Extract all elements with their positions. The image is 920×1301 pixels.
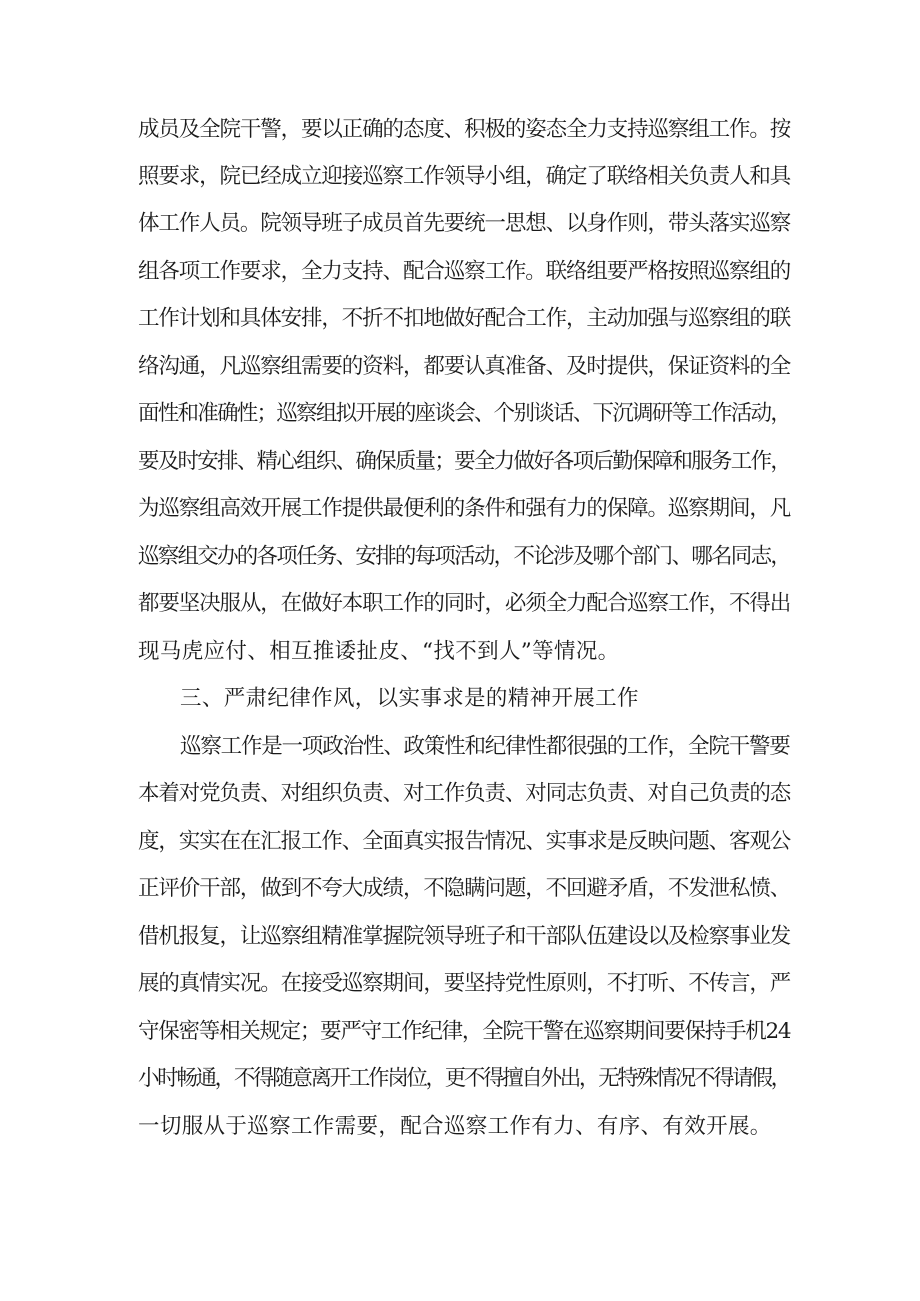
body-text-line: 本着对党负责、对组织负责、对工作负责、对同志负责、对自己负责的态 [138, 781, 791, 806]
body-text-line: 要及时安排、精心组织、确保质量；要全力做好各项后勤保障和服务工作， [138, 449, 791, 474]
body-text-line: 工作计划和具体安排，不折不扣地做好配合工作，主动加强与巡察组的联 [138, 306, 791, 331]
body-text-line: 度，实实在在汇报工作、全面真实报告情况、实事求是反映问题、客观公 [138, 829, 791, 854]
body-text-line: 借机报复，让巡察组精准掌握院领导班子和干部队伍建设以及检察事业发 [138, 924, 791, 949]
body-text-line: 面性和准确性；巡察组拟开展的座谈会、个别谈话、下沉调研等工作活动， [138, 401, 791, 426]
body-text-line: 小时畅通，不得随意离开工作岗位，更不得擅自外出，无特殊情况不得请假， [138, 1066, 790, 1091]
body-text-line: 现马虎应付、相互推诿扯皮、“找不到人”等情况。 [138, 639, 620, 664]
body-text-line: 一切服从于巡察工作需要，配合巡察工作有力、有序、有效开展。 [138, 1114, 772, 1139]
body-text-line: 为巡察组高效开展工作提供最便利的条件和强有力的保障。巡察期间，凡 [138, 496, 791, 521]
body-text-line: 巡察工作是一项政治性、政策性和纪律性都很强的工作，全院干警要 [180, 734, 790, 759]
body-text-line: 络沟通，凡巡察组需要的资料，都要认真准备、及时提供，保证资料的全 [138, 354, 791, 379]
body-text-line: 成员及全院干警，要以正确的态度、积极的姿态全力支持巡察组工作。按 [138, 117, 791, 142]
body-text-line: 巡察组交办的各项任务、安排的每项活动，不论涉及哪个部门、哪名同志， [138, 544, 791, 569]
body-text-line: 展的真情实况。在接受巡察期间，要坚持党性原则，不打听、不传言，严 [138, 971, 791, 996]
body-text-line: 体工作人员。院领导班子成员首先要统一思想、以身作则，带头落实巡察 [138, 211, 791, 236]
body-text-line: 都要坚决服从，在做好本职工作的同时，必须全力配合巡察工作，不得出 [138, 591, 791, 616]
body-text-line: 正评价干部，做到不夸大成绩，不隐瞒问题，不回避矛盾，不发泄私愤、 [138, 876, 791, 901]
body-text-line: 组各项工作要求，全力支持、配合巡察工作。联络组要严格按照巡察组的 [138, 259, 791, 284]
body-text-line: 照要求，院已经成立迎接巡察工作领导小组，确定了联络相关负责人和具 [138, 164, 791, 189]
section-heading: 三、严肃纪律作风，以实事求是的精神开展工作 [180, 686, 639, 711]
body-text-line: 守保密等相关规定；要严守工作纪律，全院干警在巡察期间要保持手机24 [138, 1019, 791, 1044]
